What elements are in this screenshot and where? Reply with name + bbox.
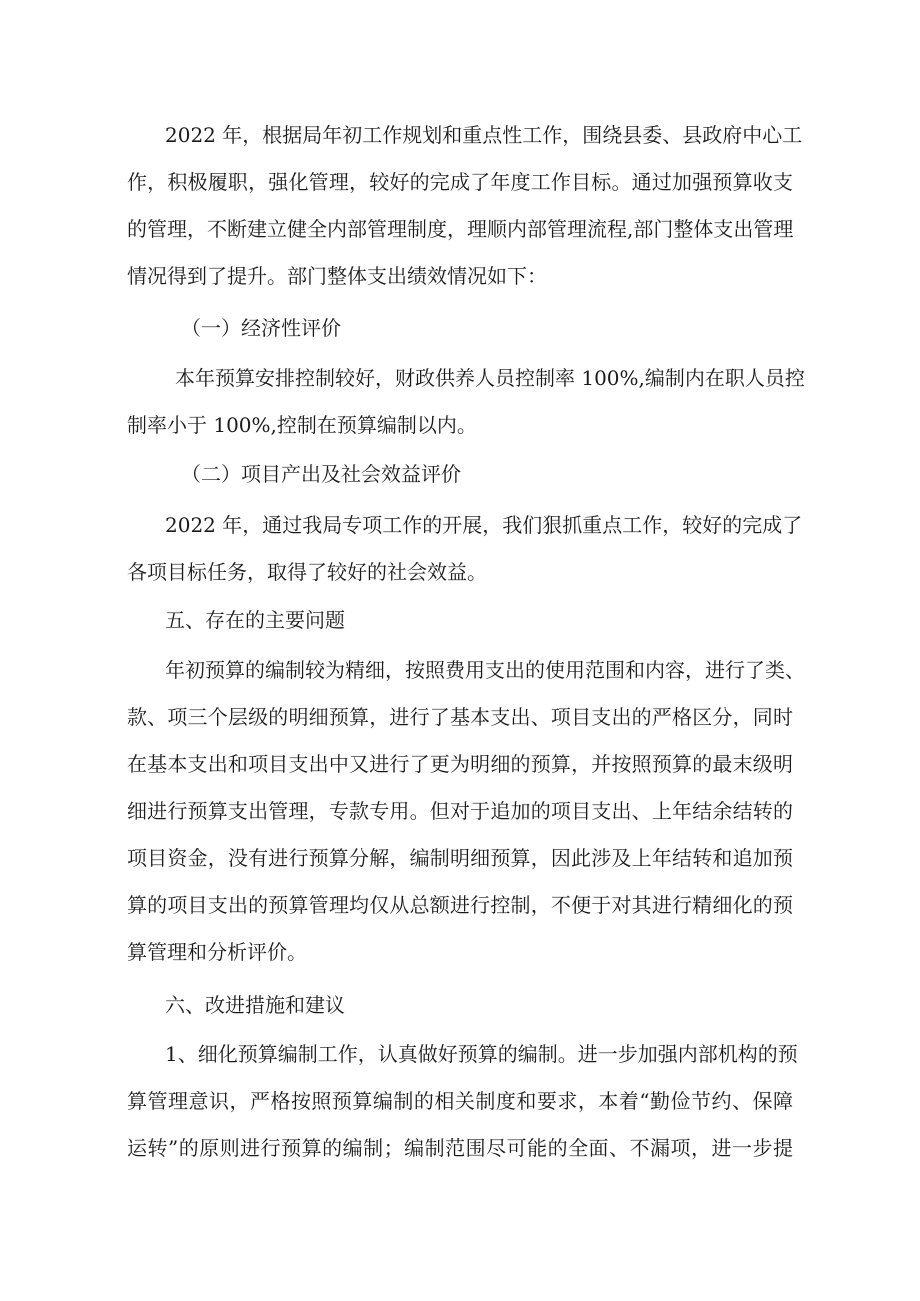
- intro-line-4: 情况得到了提升。部门整体支出绩效情况如下：: [127, 264, 547, 288]
- section5-line-3: 在基本支出和项目支出中又进行了更为明细的预算，并按照预算的最末级明: [127, 752, 793, 776]
- section2-line-1: 2022 年，通过我局专项工作的开展，我们狠抓重点工作，较好的完成了: [165, 513, 803, 537]
- section5-line-5: 项目资金，没有进行预算分解，编制明细预算，因此涉及上年结转和追加预: [127, 846, 793, 870]
- section5-line-7: 算管理和分析评价。: [127, 940, 307, 964]
- section1-title: （一）经济性评价: [181, 316, 341, 340]
- section6-title: 六、改进措施和建议: [165, 993, 345, 1017]
- section6-line-3: 运转”的原则进行预算的编制；编制范围尽可能的全面、不漏项，进一步提: [127, 1136, 793, 1160]
- intro-line-1: 2022 年，根据局年初工作规划和重点性工作，围绕县委、县政府中心工: [165, 123, 803, 147]
- section5-line-4: 细进行预算支出管理，专款专用。但对于追加的项目支出、上年结余结转的: [127, 799, 793, 823]
- section5-title: 五、存在的主要问题: [165, 608, 345, 632]
- section6-line-2: 算管理意识，严格按照预算编制的相关制度和要求，本着“勤俭节约、保障: [127, 1089, 793, 1113]
- section1-line-2: 制率小于 100%,控制在预算编制以内。: [127, 413, 477, 437]
- section5-line-1: 年初预算的编制较为精细，按照费用支出的使用范围和内容，进行了类、: [165, 658, 805, 682]
- section5-line-6: 算的项目支出的预算管理均仅从总额进行控制，不便于对其进行精细化的预: [127, 893, 793, 917]
- intro-line-3: 的管理，不断建立健全内部管理制度，理顺内部管理流程,部门整体支出管理: [127, 217, 794, 241]
- section2-title: （二）项目产出及社会效益评价: [181, 462, 461, 486]
- section2-line-2: 各项目标任务，取得了较好的社会效益。: [127, 560, 487, 584]
- section1-line-1: 本年预算安排控制较好，财政供养人员控制率 100%,编制内在职人员控: [175, 366, 805, 390]
- section5-line-2: 款、项三个层级的明细预算，进行了基本支出、项目支出的严格区分，同时: [127, 705, 793, 729]
- intro-line-2: 作，积极履职，强化管理，较好的完成了年度工作目标。通过加强预算收支: [127, 170, 793, 194]
- section6-line-1: 1、细化预算编制工作，认真做好预算的编制。进一步加强内部机构的预: [165, 1042, 798, 1066]
